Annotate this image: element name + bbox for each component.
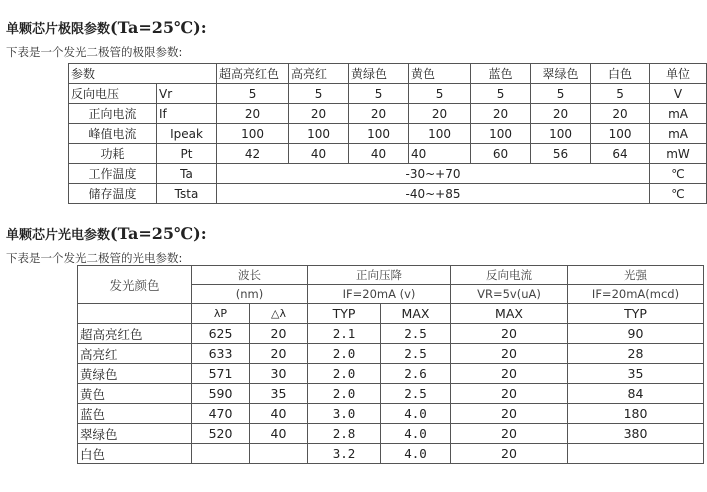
vf-typ-cell: 2.1	[308, 324, 381, 344]
color-header: 发光颜色	[78, 266, 192, 304]
value-cell: 40	[349, 144, 409, 164]
vf-typ-cell: 2.0	[308, 344, 381, 364]
ir-max-cell: 20	[451, 444, 568, 464]
table-row	[78, 344, 704, 364]
value-cell: 20	[289, 104, 349, 124]
vf-max-cell: 4.0	[381, 424, 451, 444]
table-row	[78, 424, 704, 444]
iv-typ-cell	[568, 444, 704, 464]
param-name: 峰值电流	[69, 124, 157, 144]
value-cell: 20	[471, 104, 531, 124]
section1-title	[6, 18, 207, 37]
param-symbol: Pt	[157, 144, 217, 164]
header-cell: 超高亮红色	[217, 64, 289, 84]
unit-cell: ℃	[650, 164, 707, 184]
table-row	[69, 184, 707, 204]
section2-subtitle: 下表是一个发光二极管的光电参数:	[6, 251, 183, 265]
group-subtitle: IF=20mA(mcd)	[568, 285, 704, 304]
param-symbol: Vr	[157, 84, 217, 104]
header-cell: 高亮红	[289, 64, 349, 84]
param-name: 工作温度	[69, 164, 157, 184]
optoelectronic-parameters-table	[77, 265, 704, 464]
wavelength-cell: 520	[192, 424, 250, 444]
color-cell: 翠绿色	[78, 424, 192, 444]
ir-max-cell: 20	[451, 344, 568, 364]
subheader-cell: λP	[192, 304, 250, 324]
table-row	[69, 84, 707, 104]
table-row	[78, 384, 704, 404]
ir-max-cell: 20	[451, 404, 568, 424]
vf-max-cell: 4.0	[381, 444, 451, 464]
wavelength-cell: 470	[192, 404, 250, 424]
bandwidth-cell: 40	[250, 424, 308, 444]
value-cell: 100	[531, 124, 591, 144]
wavelength-cell: 625	[192, 324, 250, 344]
value-cell: 20	[531, 104, 591, 124]
value-cell: 100	[289, 124, 349, 144]
vf-typ-cell: 3.2	[308, 444, 381, 464]
vf-max-cell: 4.0	[381, 404, 451, 424]
ir-max-cell: 20	[451, 424, 568, 444]
iv-typ-cell: 84	[568, 384, 704, 404]
value-cell: 5	[289, 84, 349, 104]
bandwidth-cell	[250, 444, 308, 464]
iv-typ-cell: 180	[568, 404, 704, 424]
vf-max-cell: 2.6	[381, 364, 451, 384]
section1-title-suffix: (Ta=25℃):	[110, 18, 207, 37]
value-cell: 100	[409, 124, 471, 144]
subheader-blank	[78, 304, 192, 324]
range-cell: -40~+85	[217, 184, 650, 204]
limit-table-header	[69, 64, 707, 84]
color-cell: 蓝色	[78, 404, 192, 424]
color-cell: 超高亮红色	[78, 324, 192, 344]
color-cell: 黄绿色	[78, 364, 192, 384]
group-title: 光强	[568, 266, 704, 285]
vf-typ-cell: 3.0	[308, 404, 381, 424]
table-row	[69, 104, 707, 124]
unit-cell: ℃	[650, 184, 707, 204]
ir-max-cell: 20	[451, 324, 568, 344]
param-symbol: Ipeak	[157, 124, 217, 144]
value-cell: 5	[409, 84, 471, 104]
iv-typ-cell: 90	[568, 324, 704, 344]
group-subtitle: IF=20mA (v)	[308, 285, 451, 304]
section1-title-prefix: 单颗芯片极限参数	[6, 22, 111, 37]
value-cell: 40	[289, 144, 349, 164]
value-cell: 40	[409, 144, 471, 164]
iv-typ-cell: 28	[568, 344, 704, 364]
table-row	[69, 144, 707, 164]
table-row	[78, 404, 704, 424]
table-row	[78, 364, 704, 384]
group-subtitle: VR=5v(uA)	[451, 285, 568, 304]
value-cell: 56	[531, 144, 591, 164]
vf-typ-cell: 2.0	[308, 364, 381, 384]
value-cell: 42	[217, 144, 289, 164]
param-name: 反向电压	[69, 84, 157, 104]
param-name: 功耗	[69, 144, 157, 164]
vf-max-cell: 2.5	[381, 324, 451, 344]
table-row	[69, 164, 707, 184]
ir-max-cell: 20	[451, 364, 568, 384]
value-cell: 100	[471, 124, 531, 144]
value-cell: 100	[349, 124, 409, 144]
param-name: 正向电流	[69, 104, 157, 124]
range-cell: -30~+70	[217, 164, 650, 184]
param-symbol: Ta	[157, 164, 217, 184]
value-cell: 20	[349, 104, 409, 124]
param-name: 储存温度	[69, 184, 157, 204]
header-cell: 参数	[69, 64, 217, 84]
bandwidth-cell: 40	[250, 404, 308, 424]
header-cell: 黄绿色	[349, 64, 409, 84]
value-cell: 64	[591, 144, 650, 164]
value-cell: 100	[217, 124, 289, 144]
ir-max-cell: 20	[451, 384, 568, 404]
group-title: 波长	[192, 266, 308, 285]
bandwidth-cell: 20	[250, 324, 308, 344]
unit-cell: mA	[650, 124, 707, 144]
value-cell: 20	[409, 104, 471, 124]
wavelength-cell: 590	[192, 384, 250, 404]
color-cell: 白色	[78, 444, 192, 464]
param-symbol: If	[157, 104, 217, 124]
value-cell: 5	[217, 84, 289, 104]
subheader-cell: MAX	[381, 304, 451, 324]
value-cell: 100	[591, 124, 650, 144]
value-cell: 5	[531, 84, 591, 104]
group-title: 正向压降	[308, 266, 451, 285]
vf-max-cell: 2.5	[381, 384, 451, 404]
header-cell: 黄色	[409, 64, 471, 84]
group-header-row	[78, 266, 704, 285]
section1-subtitle: 下表是一个发光二极管的极限参数:	[6, 45, 183, 59]
value-cell: 60	[471, 144, 531, 164]
section2-title	[6, 224, 207, 243]
vf-typ-cell: 2.8	[308, 424, 381, 444]
unit-cell: mW	[650, 144, 707, 164]
header-cell: 翠绿色	[531, 64, 591, 84]
iv-typ-cell: 35	[568, 364, 704, 384]
section2-title-prefix: 单颗芯片光电参数	[6, 228, 111, 243]
wavelength-cell	[192, 444, 250, 464]
subheader-cell: TYP	[568, 304, 704, 324]
vf-max-cell: 2.5	[381, 344, 451, 364]
param-symbol: Tsta	[157, 184, 217, 204]
bandwidth-cell: 30	[250, 364, 308, 384]
wavelength-cell: 571	[192, 364, 250, 384]
limit-parameters-table	[68, 63, 707, 204]
group-subtitle: (nm)	[192, 285, 308, 304]
unit-cell: mA	[650, 104, 707, 124]
unit-cell: V	[650, 84, 707, 104]
bandwidth-cell: 20	[250, 344, 308, 364]
subheader-cell: △λ	[250, 304, 308, 324]
subheader-cell: MAX	[451, 304, 568, 324]
value-cell: 20	[217, 104, 289, 124]
table-row	[69, 124, 707, 144]
header-cell: 白色	[591, 64, 650, 84]
bandwidth-cell: 35	[250, 384, 308, 404]
group-title: 反向电流	[451, 266, 568, 285]
subheader-cell: TYP	[308, 304, 381, 324]
iv-typ-cell: 380	[568, 424, 704, 444]
value-cell: 20	[591, 104, 650, 124]
section2-title-suffix: (Ta=25℃):	[110, 224, 207, 243]
color-cell: 黄色	[78, 384, 192, 404]
wavelength-cell: 633	[192, 344, 250, 364]
value-cell: 5	[349, 84, 409, 104]
table-row	[78, 444, 704, 464]
header-cell: 单位	[650, 64, 707, 84]
vf-typ-cell: 2.0	[308, 384, 381, 404]
header-cell: 蓝色	[471, 64, 531, 84]
value-cell: 5	[471, 84, 531, 104]
table-row	[78, 324, 704, 344]
value-cell: 5	[591, 84, 650, 104]
subheader-row	[78, 304, 704, 324]
color-cell: 高亮红	[78, 344, 192, 364]
